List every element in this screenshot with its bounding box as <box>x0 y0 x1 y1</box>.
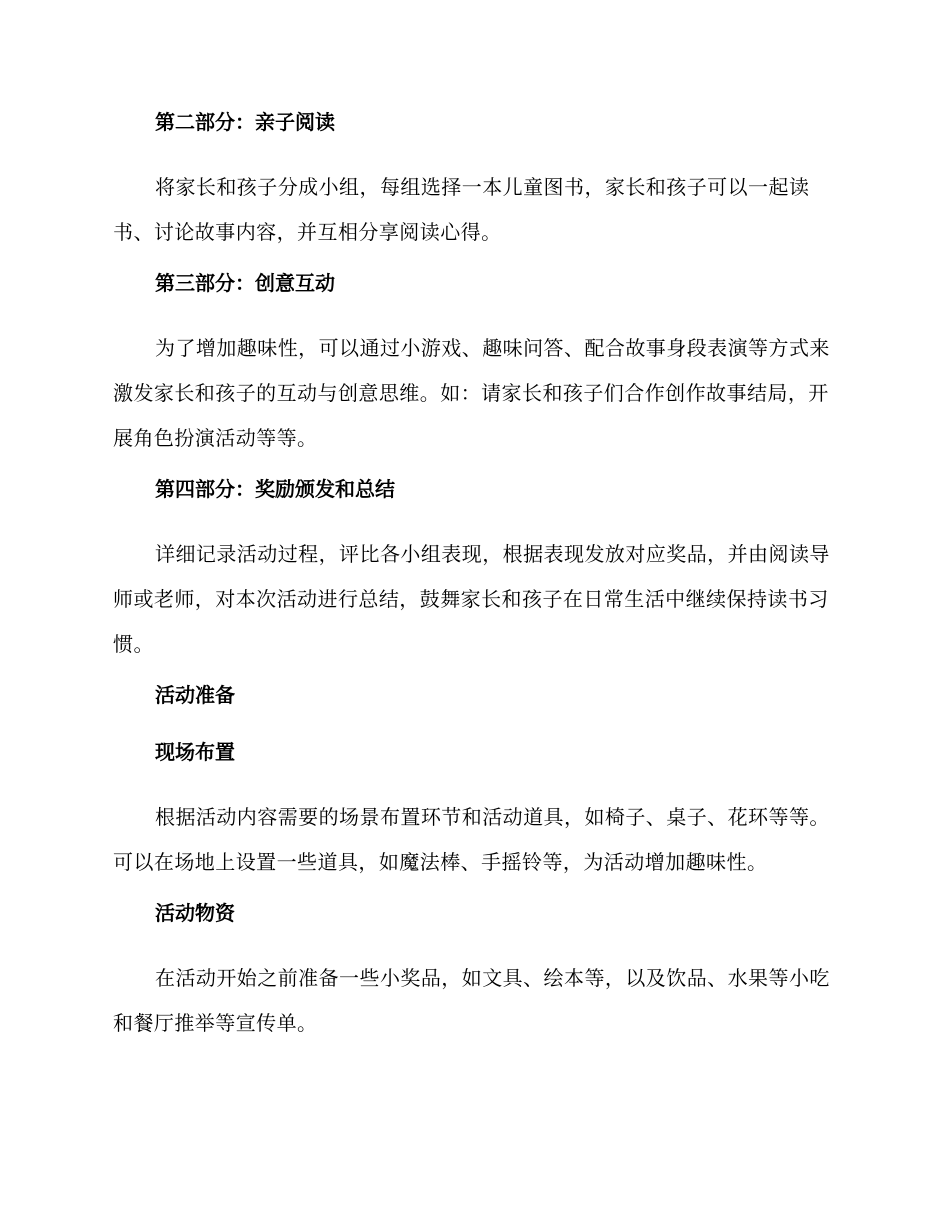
supplies-heading: 活动物资 <box>155 901 235 925</box>
supplies-body: 在活动开始之前准备一些小奖品，如文具、绘本等，以及饮品、水果等小吃和餐厅推举等宣传单。 <box>113 966 830 1035</box>
document-body <box>113 108 831 1060</box>
venue-heading: 现场布置 <box>155 740 235 764</box>
section-heading-part-3: 第三部分：创意互动 <box>155 271 335 295</box>
venue-body: 根据活动内容需要的场景布置环节和活动道具，如椅子、桌子、花环等等。可以在场地上设置一些道具，如魔法棒、手摇铃等，为活动增加趣味性。 <box>113 805 830 874</box>
section-heading-part-2: 第二部分：亲子阅读 <box>155 110 335 134</box>
prep-title: 活动准备 <box>155 683 235 707</box>
section-body-part-3: 为了增加趣味性，可以通过小游戏、趣味问答、配合故事身段表演等方式来激发家长和孩子的互动与创意思维。如：请家长和孩子们合作创作故事结局，开展角色扮演活动等等。 <box>113 336 830 450</box>
section-body-part-4: 详细记录活动过程，评比各小组表现，根据表现发放对应奖品，并由阅读导师或老师，对本次活动进行总结，鼓舞家长和孩子在日常生活中继续保持读书习惯。 <box>113 542 830 656</box>
section-heading-part-4: 第四部分：奖励颁发和总结 <box>155 477 395 501</box>
section-body-part-2: 将家长和孩子分成小组，每组选择一本儿童图书，家长和孩子可以一起读书、讨论故事内容，并互相分享阅读心得。 <box>113 175 810 244</box>
